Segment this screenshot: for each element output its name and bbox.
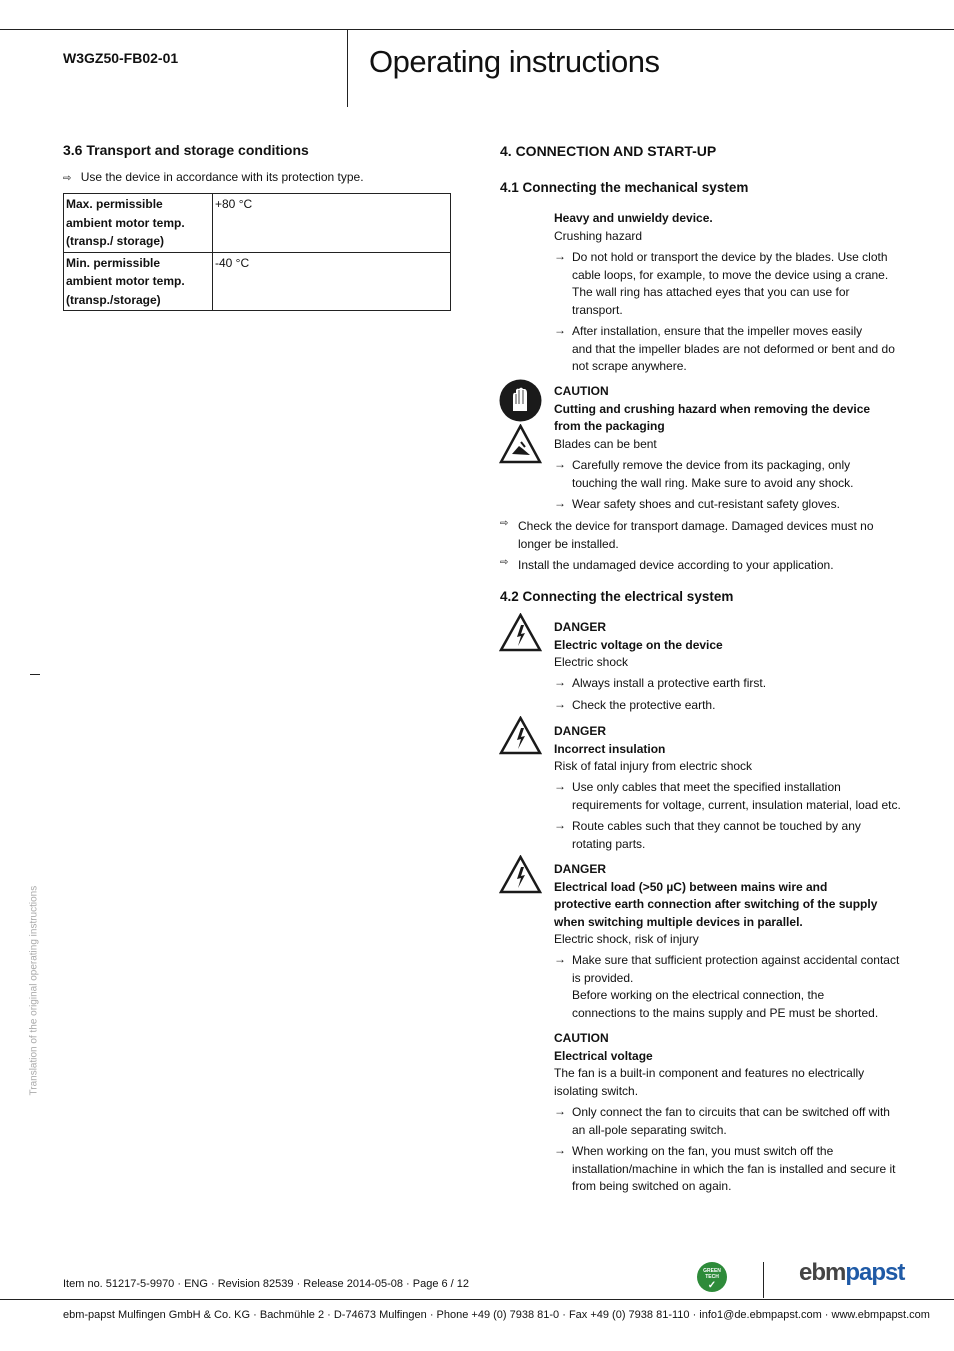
arrow-icon: → <box>554 779 566 793</box>
fold-mark <box>30 674 40 675</box>
arrow-icon: → <box>554 952 566 966</box>
arrow-icon: → <box>554 818 566 832</box>
heavy-device-warning: Heavy and unwieldy device. Crushing hazard <box>554 211 713 243</box>
footer-item-info: Item no. 51217-5-9970 · ENG · Revision 82539 · Release 2014-05-08 · Page 6 / 12 <box>63 1278 470 1290</box>
arrow-icon: → <box>554 697 566 711</box>
protection-bullet <box>63 170 364 184</box>
arrow-icon: → <box>554 249 566 263</box>
header-divider <box>347 29 348 107</box>
table-key: Min. permissible ambient motor temp. (transp./storage) <box>64 252 213 311</box>
footer-address: ebm-papst Mulfingen GmbH & Co. KG · Bachmühle 2 · D-74673 Mulfingen · Phone +49 (0) 7938 81-0 · Fax +49 (0) 7938 81-110 · info1@de.ebmpapst.com · www.ebmpapst.com <box>63 1309 930 1321</box>
ebmpapst-logo: ebmpapst <box>799 1259 905 1286</box>
install-bullet: ⇨ Install the undamaged device according to your application. <box>500 557 834 572</box>
danger-voltage: DANGER Electric voltage on the device Electric shock <box>554 620 723 669</box>
section-heading-4-1: 4.1 Connecting the mechanical system <box>500 180 749 195</box>
instruction-item: → Check the protective earth. <box>554 697 716 712</box>
table-key: Max. permissible ambient motor temp. (transp./ storage) <box>64 194 213 253</box>
caution-electrical-voltage: CAUTION Electrical voltage The fan is a built-in component and features no electrically isolating switch. <box>554 1031 865 1098</box>
section-heading-4: 4. CONNECTION AND START-UP <box>500 143 717 159</box>
bullet-arrow-icon: ⇨ <box>500 557 509 568</box>
section-heading-4-2: 4.2 Connecting the electrical system <box>500 589 734 604</box>
instruction-item: → Carefully remove the device from its packaging, only touching the wall ring. Make sure to avoid any shock. <box>554 457 854 490</box>
conditions-table <box>63 193 451 311</box>
electric-hazard-icon <box>499 855 542 894</box>
arrow-icon: → <box>554 457 566 471</box>
bullet-arrow-icon: ⇨ <box>63 173 72 184</box>
instruction-item: → Route cables such that they cannot be touched by any rotating parts. <box>554 818 861 851</box>
cutting-hazard-icon <box>499 424 542 464</box>
instruction-item: → Make sure that sufficient protection against accidental contact is provided. Before working on the electrical connection, the connections to the mains supply and PE must be shorted. <box>554 952 900 1020</box>
model-number: W3GZ50-FB02-01 <box>63 50 179 66</box>
page-title: Operating instructions <box>369 44 660 79</box>
table-value: -40 °C <box>213 252 451 311</box>
electric-hazard-icon <box>499 613 542 652</box>
bullet-text: Use the device in accordance with its protection type. <box>80 170 364 184</box>
danger-electrical-load: DANGER Electrical load (>50 µC) between mains wire and protective earth connection after switching of the supply when switching multiple devices in parallel. Electric shock, risk of injury <box>554 862 878 946</box>
table-value: +80 °C <box>213 194 451 253</box>
table-row <box>64 252 451 311</box>
gloves-icon <box>499 379 542 422</box>
footer-rule <box>0 1299 954 1300</box>
instruction-item: → Always install a protective earth first. <box>554 675 767 690</box>
check-icon: ✓ <box>707 1280 717 1291</box>
arrow-icon: → <box>554 1143 566 1157</box>
arrow-icon: → <box>554 323 566 337</box>
check-bullet: ⇨ Check the device for transport damage. Damaged devices must no longer be installed. <box>500 518 874 551</box>
table-row <box>64 194 451 253</box>
instruction-item: → When working on the fan, you must switch off the installation/machine in which the fan is installed and secure it from being switched on again. <box>554 1143 896 1193</box>
instruction-item: → Wear safety shoes and cut-resistant safety gloves. <box>554 496 840 511</box>
instruction-item: → Only connect the fan to circuits that can be switched off with an all-pole separating switch. <box>554 1104 890 1137</box>
green-tech-logo: GREEN TECH ✓ <box>697 1262 727 1292</box>
instruction-item: → Do not hold or transport the device by the blades. Use cloth cable loops, for example, to move the device using a crane. The wall ring has attached eyes that you can use for transport. <box>554 249 889 317</box>
footer-logo-divider <box>763 1262 764 1298</box>
arrow-icon: → <box>554 496 566 510</box>
electric-hazard-icon <box>499 716 542 755</box>
arrow-icon: → <box>554 675 566 689</box>
header-top-rule <box>0 29 954 30</box>
danger-insulation: DANGER Incorrect insulation Risk of fatal injury from electric shock <box>554 724 753 773</box>
arrow-icon: → <box>554 1104 566 1118</box>
side-note: Translation of the original operating instructions <box>28 885 40 1096</box>
caution-cutting: CAUTION Cutting and crushing hazard when removing the device from the packaging Blades can be bent <box>554 384 871 451</box>
section-heading-3-6: 3.6 Transport and storage conditions <box>63 142 309 158</box>
instruction-item: → Use only cables that meet the specified installation requirements for voltage, current, insulation material, load etc. <box>554 779 901 812</box>
instruction-item: → After installation, ensure that the impeller moves easily and that the impeller blades are not deformed or bent and do not scrape anywhere. <box>554 323 895 373</box>
bullet-arrow-icon: ⇨ <box>500 518 509 529</box>
